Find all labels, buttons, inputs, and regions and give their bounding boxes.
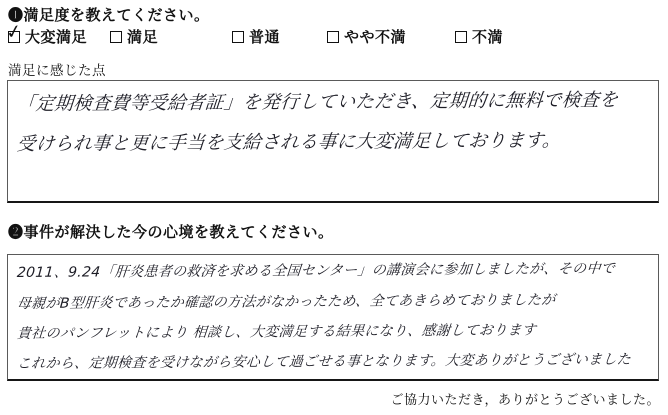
option-label: 不満 <box>472 30 504 46</box>
handwritten-line: 2011、9.24「肝炎患者の救済を求める全国センター」の講演会に参加しましたが、その中で <box>16 260 616 281</box>
check-mark-icon: ✓ <box>4 19 25 44</box>
question2-heading: ❷事件が解決した今の心境を教えてください。 <box>8 225 334 241</box>
handwritten-line: 受けられ事と更に手当を支給される事に大変満足しております。 <box>16 130 562 155</box>
option-label: 普通 <box>249 30 281 46</box>
option-label: やや不満 <box>344 30 407 46</box>
checkbox-slightly-dissatisfied[interactable] <box>327 31 339 43</box>
handwritten-line: 母親がB型肝炎であったか確認の方法がなかったため、全てあきらめておりましたが <box>16 292 557 312</box>
satisfaction-answer-box[interactable] <box>7 80 659 203</box>
handwritten-line: これから、定期検査を受けながら安心して過ごせる事となります。大変ありがとうございました <box>16 351 632 372</box>
handwritten-line: 貴社のパンフレットにより 相談し、大変満足する結果になり、感謝しております <box>16 322 537 342</box>
checkbox-satisfied[interactable] <box>110 31 122 43</box>
option-dissatisfied[interactable] <box>455 26 503 47</box>
satisfaction-points-label: 満足に感じた点 <box>8 63 106 78</box>
option-neutral[interactable] <box>232 26 280 47</box>
thanks-note: ご協力いただき，ありがとうございました。 <box>390 392 660 407</box>
checkbox-dissatisfied[interactable] <box>455 31 467 43</box>
checkbox-neutral[interactable] <box>232 31 244 43</box>
feelings-answer-box[interactable] <box>7 254 659 381</box>
option-very-satisfied[interactable] <box>4 19 88 47</box>
handwritten-line: 「定期検査費等受給者証」を発行していただき、定期的に無料で検査を <box>16 89 619 115</box>
checkbox-very-satisfied[interactable] <box>4 19 25 44</box>
question1-heading: ❶満足度を教えてください。 <box>8 8 210 24</box>
option-slightly-dissatisfied[interactable] <box>327 26 406 47</box>
option-label: 満足 <box>127 30 159 46</box>
option-satisfied[interactable] <box>110 26 158 47</box>
option-label: 大変満足 <box>25 30 88 46</box>
